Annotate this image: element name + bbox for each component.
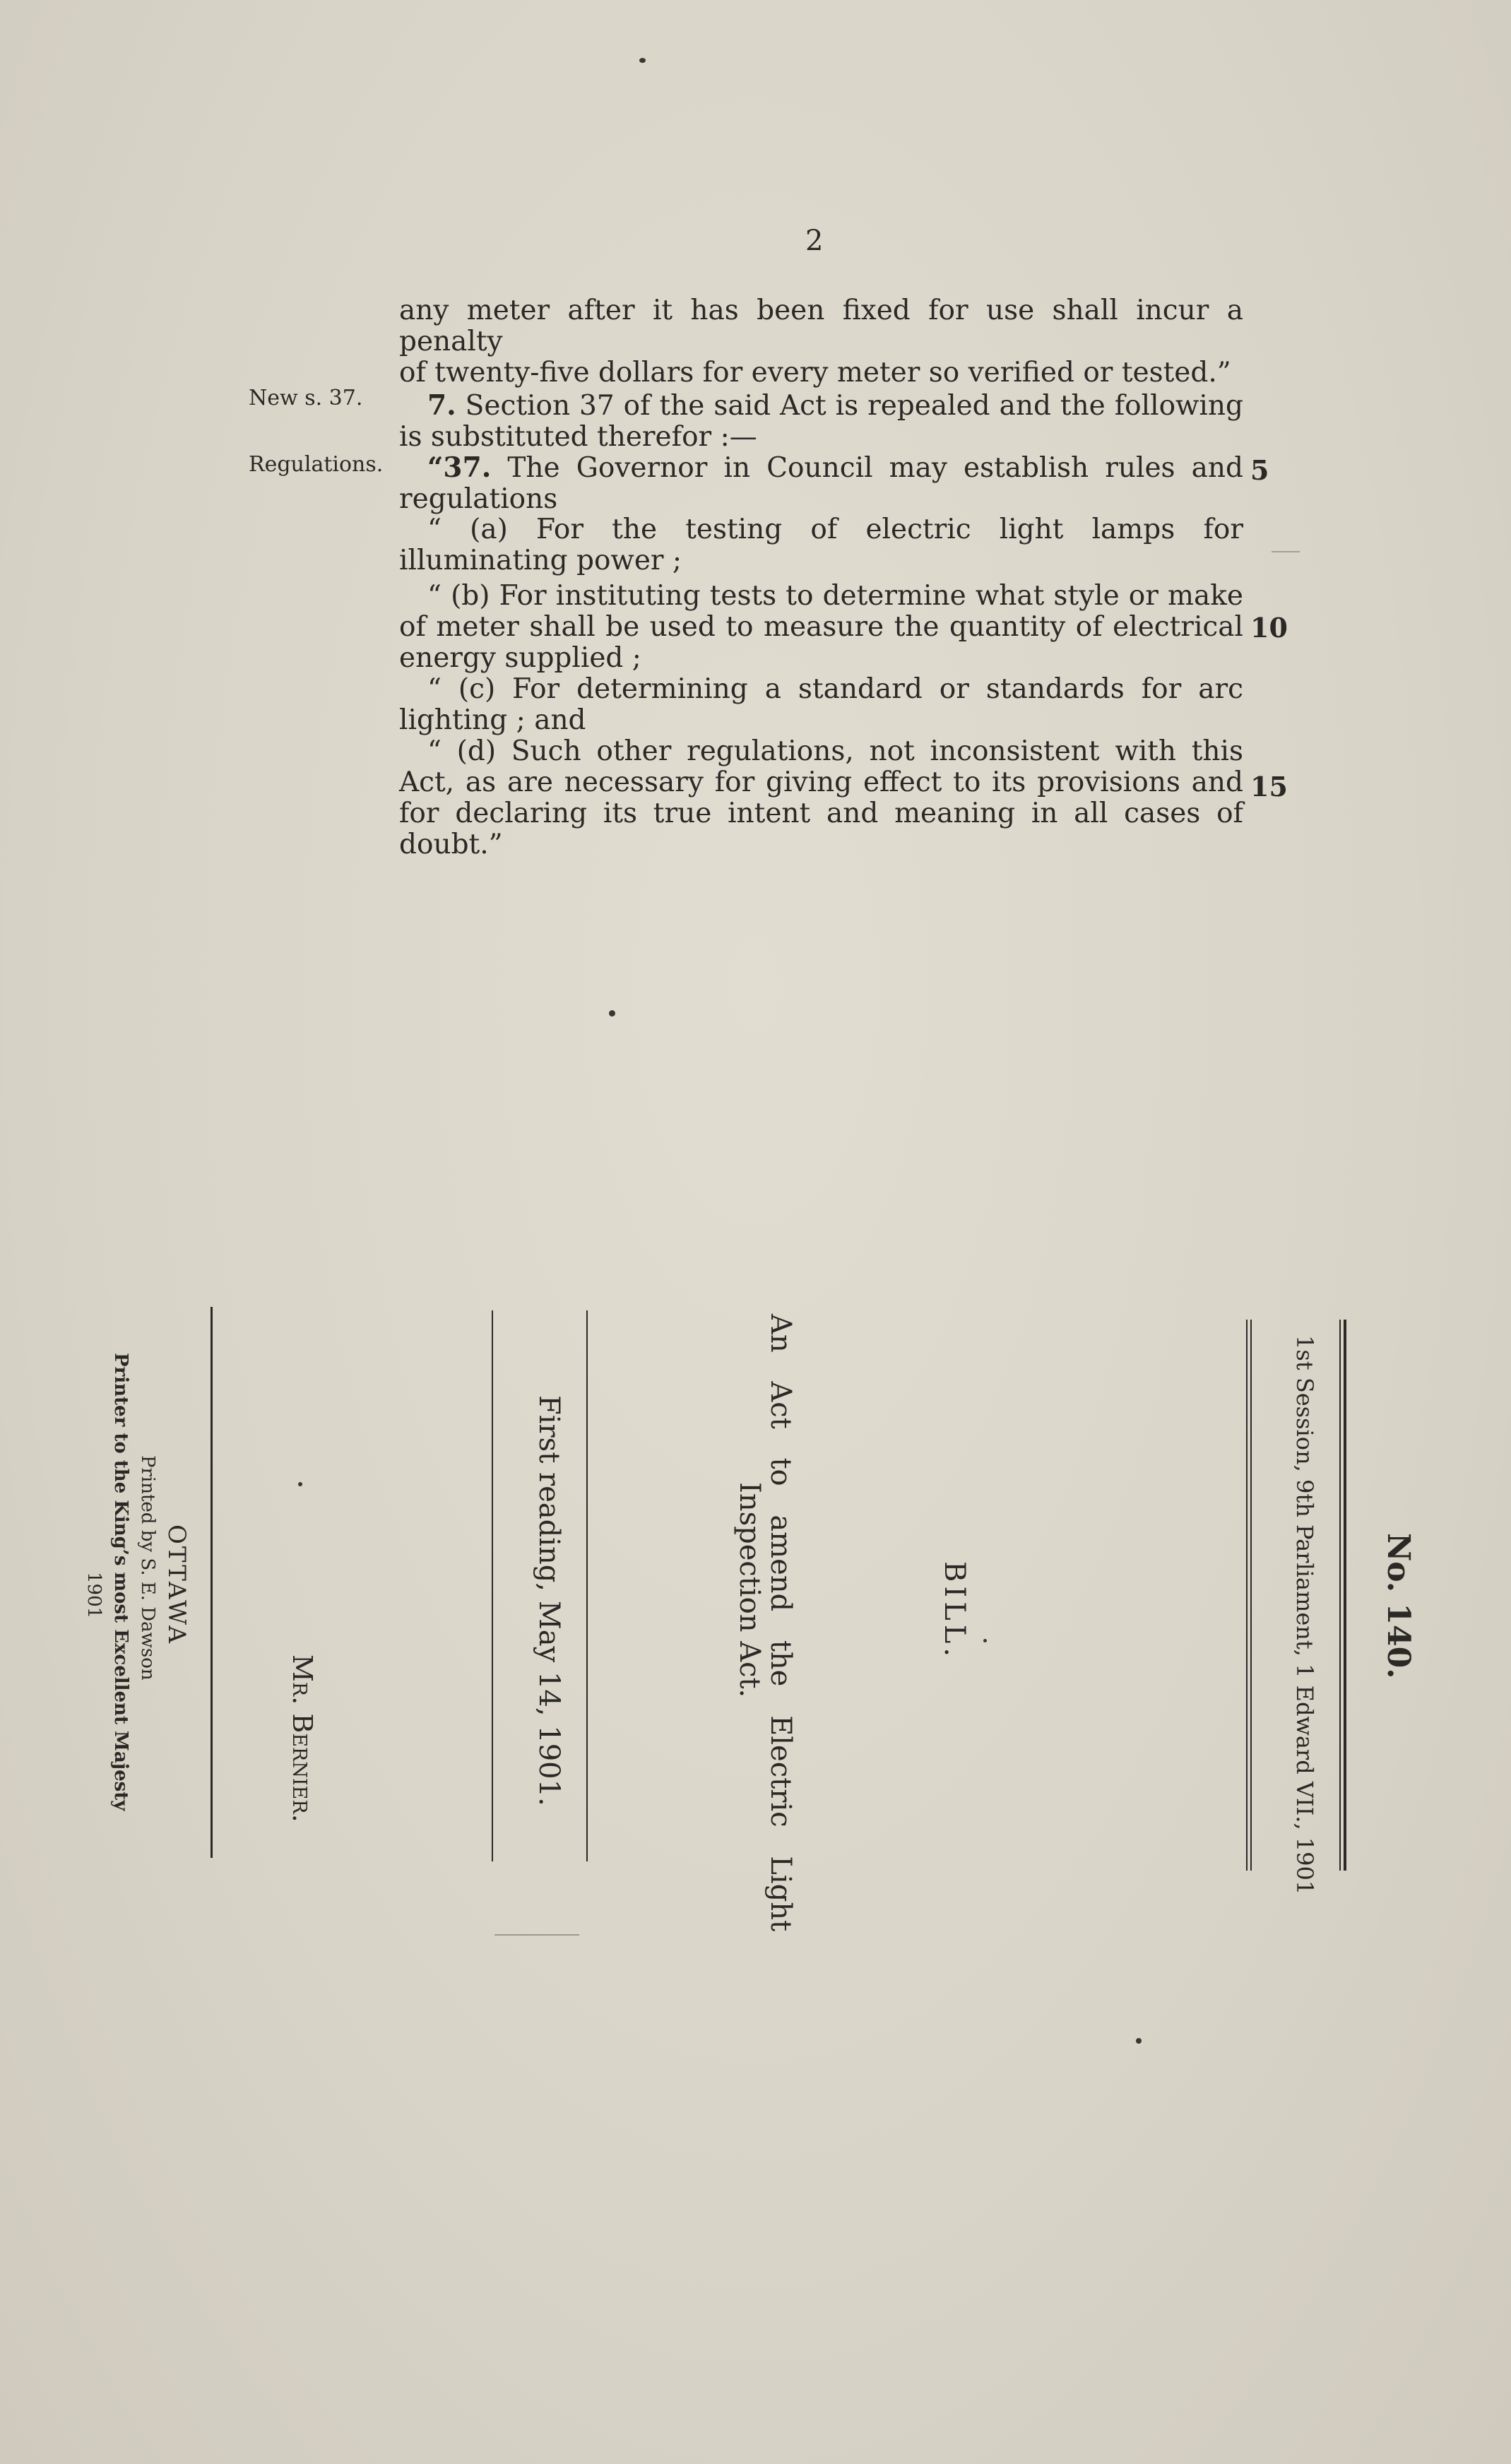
section-37-text: The Governor in Council may establish rules and regulations (399, 452, 1243, 515)
clause-a: “ (a) For the testing of electric light lamps for illuminating power ; (399, 514, 1243, 576)
faint-mark (1272, 551, 1300, 552)
line-number-15: 15 (1250, 771, 1288, 802)
bill-label: BILL. (938, 1561, 971, 1662)
rule-first-reading-left (492, 1310, 493, 1861)
rule-right-outer (1344, 1320, 1346, 1871)
rule-left-outer (1246, 1320, 1248, 1871)
imprint-year: 1901 (83, 1572, 105, 1619)
margin-note-new-s37: New s. 37. (249, 386, 363, 410)
bill-number: No. 140. (1380, 1533, 1416, 1679)
line-number-10: 10 (1250, 612, 1288, 644)
section-37-number: “37. (427, 451, 492, 484)
clause-d: “ (d) Such other regulations, not inconsistent with this Act, as are necessary for giving effect to its provisions and for declaring its true intent and meaning in all cases of doubt.” (399, 735, 1243, 860)
session-line: 1st Session, 9th Parliament, 1 Edward VII., 1901 (1291, 1335, 1318, 1895)
imprint-printer-title: Printer to the King’s most Excellent Majesty (110, 1353, 131, 1811)
faint-mark (494, 1934, 579, 1936)
imprint-printer: Printed by S. E. Dawson (137, 1455, 158, 1681)
clause-b: “ (b) For instituting tests to determine what style or make of meter shall be used to measure the quantity of electrical energy supplied ; (399, 580, 1243, 674)
section-37 (399, 452, 1243, 515)
speck (983, 1639, 987, 1642)
speck (639, 58, 646, 63)
intro-paragraph (399, 295, 1243, 389)
speck (609, 1010, 615, 1017)
rule-right-inner (1339, 1320, 1341, 1871)
section-7-number: 7. (427, 389, 456, 422)
imprint-city: OTTAWA (162, 1524, 191, 1645)
speck (1136, 2038, 1142, 2044)
section-7-text: Section 37 of the said Act is repealed and the following is substituted therefor :— (399, 390, 1243, 453)
section-7 (399, 390, 1243, 453)
margin-note-regulations: Regulations. (249, 452, 384, 477)
bill-title-line-2: Inspection Act. (733, 1482, 766, 1698)
clause-c: “ (c) For determining a standard or standards for arc lighting ; and (399, 673, 1243, 736)
rule-printer (211, 1307, 213, 1858)
page-number: 2 (805, 225, 824, 257)
first-reading: First reading, May 14, 1901. (533, 1395, 565, 1806)
rule-first-reading-right (586, 1310, 588, 1861)
line-number-5: 5 (1250, 454, 1269, 486)
intro-line-2: of twenty-five dollars for every meter so verified or tested.” (399, 357, 1231, 389)
sponsor: Mr. Bernier. (287, 1654, 318, 1823)
intro-line-1: any meter after it has been fixed for use shall incur a penalty (399, 295, 1243, 357)
bill-title-line-1: An Act to amend the Electric Light (764, 1314, 797, 1932)
speck (298, 1482, 302, 1486)
rule-left-inner (1250, 1320, 1252, 1871)
